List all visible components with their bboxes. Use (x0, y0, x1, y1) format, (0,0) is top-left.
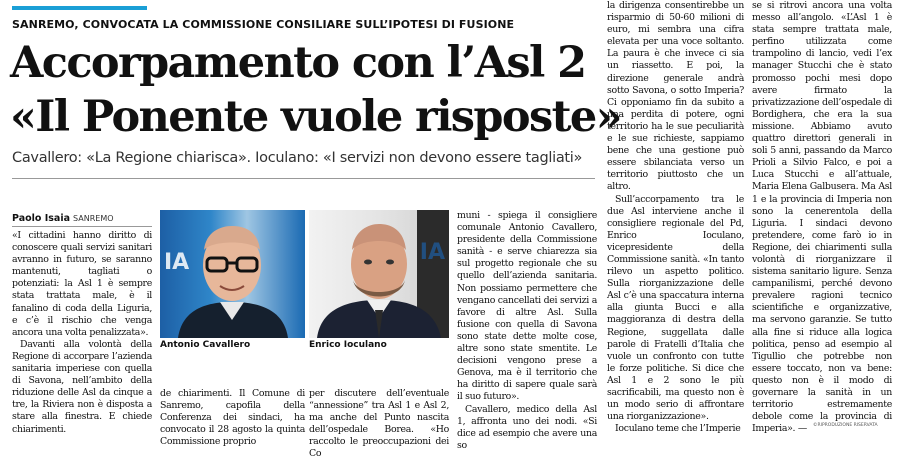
byline-place: SANREMO (73, 214, 114, 223)
portrait-ioculano (309, 210, 449, 338)
paragraph: Cavallero, medico della Asl 1, affronta uno dei nodi. «Si dice ad esempio che avere una so (457, 403, 597, 451)
article-column-1 (12, 230, 152, 435)
article-column-6 (752, 0, 892, 433)
paragraph: de chiarimenti. Il Comune di Sanremo, capofila della Conferenza dei sindaci, ha convocato il 28 agosto la quinta Commissione proprio (160, 388, 305, 448)
paragraph: la dirigenza consentirebbe un risparmio di 50-60 milioni di euro, mi sembra una cifra elevata per una voce soltanto. La paura è che invece ci sia un riassetto. E poi, la direzione generale andrà sotto Savona, o sotto Imperia? Ci opponiamo fin da subito a una perdita di potere, ogni territorio ha le sue peculiarità e le sue richieste, sappiamo bene che una gestione può essere sbilanciata verso un territorio piuttosto che un altro. (607, 0, 744, 193)
divider (12, 178, 595, 179)
paragraph: se si ritrovi ancora una volta messo all’angolo. «L’Asl 1 è stata sempre trattata male, perfino utilizzata come trampolino di lancio, vedi l’ex manager Stucchi che è stato promosso pochi mesi dopo avere firmato la privatizzazione dell’ospedale di Bordighera, che era la sua missione. Abbiamo avuto quattro direttori generali in soli 5 anni, passando da Marco Prioli a Silvio Falco, e poi a Luca Stucchi e all’attuale, Maria Elena Galbusera. Ma Asl 1 e la provincia di Imperia non sono la cenerentola della Liguria. I sindaci devono pretendere, come farò io in Regione, dei chiarimenti sulla volontà di riorganizzare il sistema sanitario ligure. Senza campanilismi, perché devono prevalere ragioni tecnico scientifiche e organizzative, ma servono garanzie. Se tutto alla fine si riduce alla logica politica, penso ad esempio al Tigullio che potrebbe non essere toccato, non va bene: questo non è il modo di governare la sanità in un territorio estremamente debole come la provincia di Imperia». — (752, 0, 892, 435)
paragraph: «I cittadini hanno diritto di conoscere quali servizi sanitari avranno in futuro, se saranno mantenuti, tagliati o potenziati: la Asl 1 è sempre stata trattata male, è il fanalino di coda della Liguria, e c’è il rischio che venga ancora una volta penalizzata». (12, 230, 152, 338)
article-column-2 (160, 388, 305, 448)
byline (12, 213, 114, 224)
paragraph: Davanti alla volontà della Regione di accorpare l’azienda sanitaria imperiese con quella di Savona, nell’ambito della riduzione delle Asl da cinque a tre, la Riviera non è disposta a stare alla finestra. E chiede chiarimenti. (12, 338, 152, 435)
photo-caption-ioculano: Enrico Ioculano (309, 340, 387, 350)
paragraph: Ioculano teme che l’Imperie (615, 423, 741, 435)
photo-cavallero (160, 210, 305, 338)
paragraph: Sull’accorpamento tra le due Asl interviene anche il consigliere regionale del Pd, Enrico Ioculano, vicepresidente della Commissione sanità. «In tanto rilevo un aspetto politico. Sulla riorganizzazione delle Asl c’è una spaccatura interna alla giunta Bucci e alla maggioranza di destra della Regione, suggellata dalle parole di Fratelli d’Italia che vuole un confronto con tutte le forze politiche. Si dice che Asl 1 e 2 sono le più sacrificabili, ma questo non è un modo serio di affrontare una riorganizzazione». (607, 193, 744, 423)
photo-background-text: IA (419, 240, 445, 265)
article-column-5 (607, 0, 744, 433)
copyright-notice: ©RIPRODUZIONE RISERVATA (813, 423, 878, 428)
subhead: Cavallero: «La Regione chiarisca». Ioculano: «I servizi non devono essere tagliati» (12, 150, 583, 166)
article-column-4 (457, 210, 597, 451)
accent-bar (12, 6, 147, 10)
photo-ioculano (309, 210, 449, 338)
headline (10, 36, 621, 144)
article-column-3 (309, 388, 449, 460)
headline-line-2: «Il Ponente vuole risposte» (10, 92, 621, 142)
headline-line-1: Accorpamento con l’Asl 2 (10, 38, 586, 88)
byline-author: Paolo Isaia (12, 213, 71, 224)
paragraph: per discutere dell’eventuale “annessione” tra Asl 1 e Asl 2, ma anche del Punto nascita dell’ospedale Borea. «Ho raccolto le preoccupazioni dei Co (309, 388, 449, 460)
kicker: SANREMO, CONVOCATA LA COMMISSIONE CONSILIARE SULL’IPOTESI DI FUSIONE (12, 18, 515, 31)
paragraph: muni - spiega il consigliere comunale Antonio Cavallero, presidente della Commissione sanità - e serve chiarezza sia sul progetto regionale che su quello dell’azienda sanitaria. Non possiamo permettere che vengano cancellati dei servizi a favore di altre Asl. Sulla fusione con quella di Savona sono state dette molte cose, altre sono state smentite. Le decisioni vengono prese a Genova, ma è il territorio che ha diritto di sapere quale sarà il suo futuro». (457, 210, 597, 403)
photo-caption-cavallero: Antonio Cavallero (160, 340, 251, 350)
photo-background-text: IA (164, 250, 190, 275)
byline-divider (12, 226, 152, 227)
